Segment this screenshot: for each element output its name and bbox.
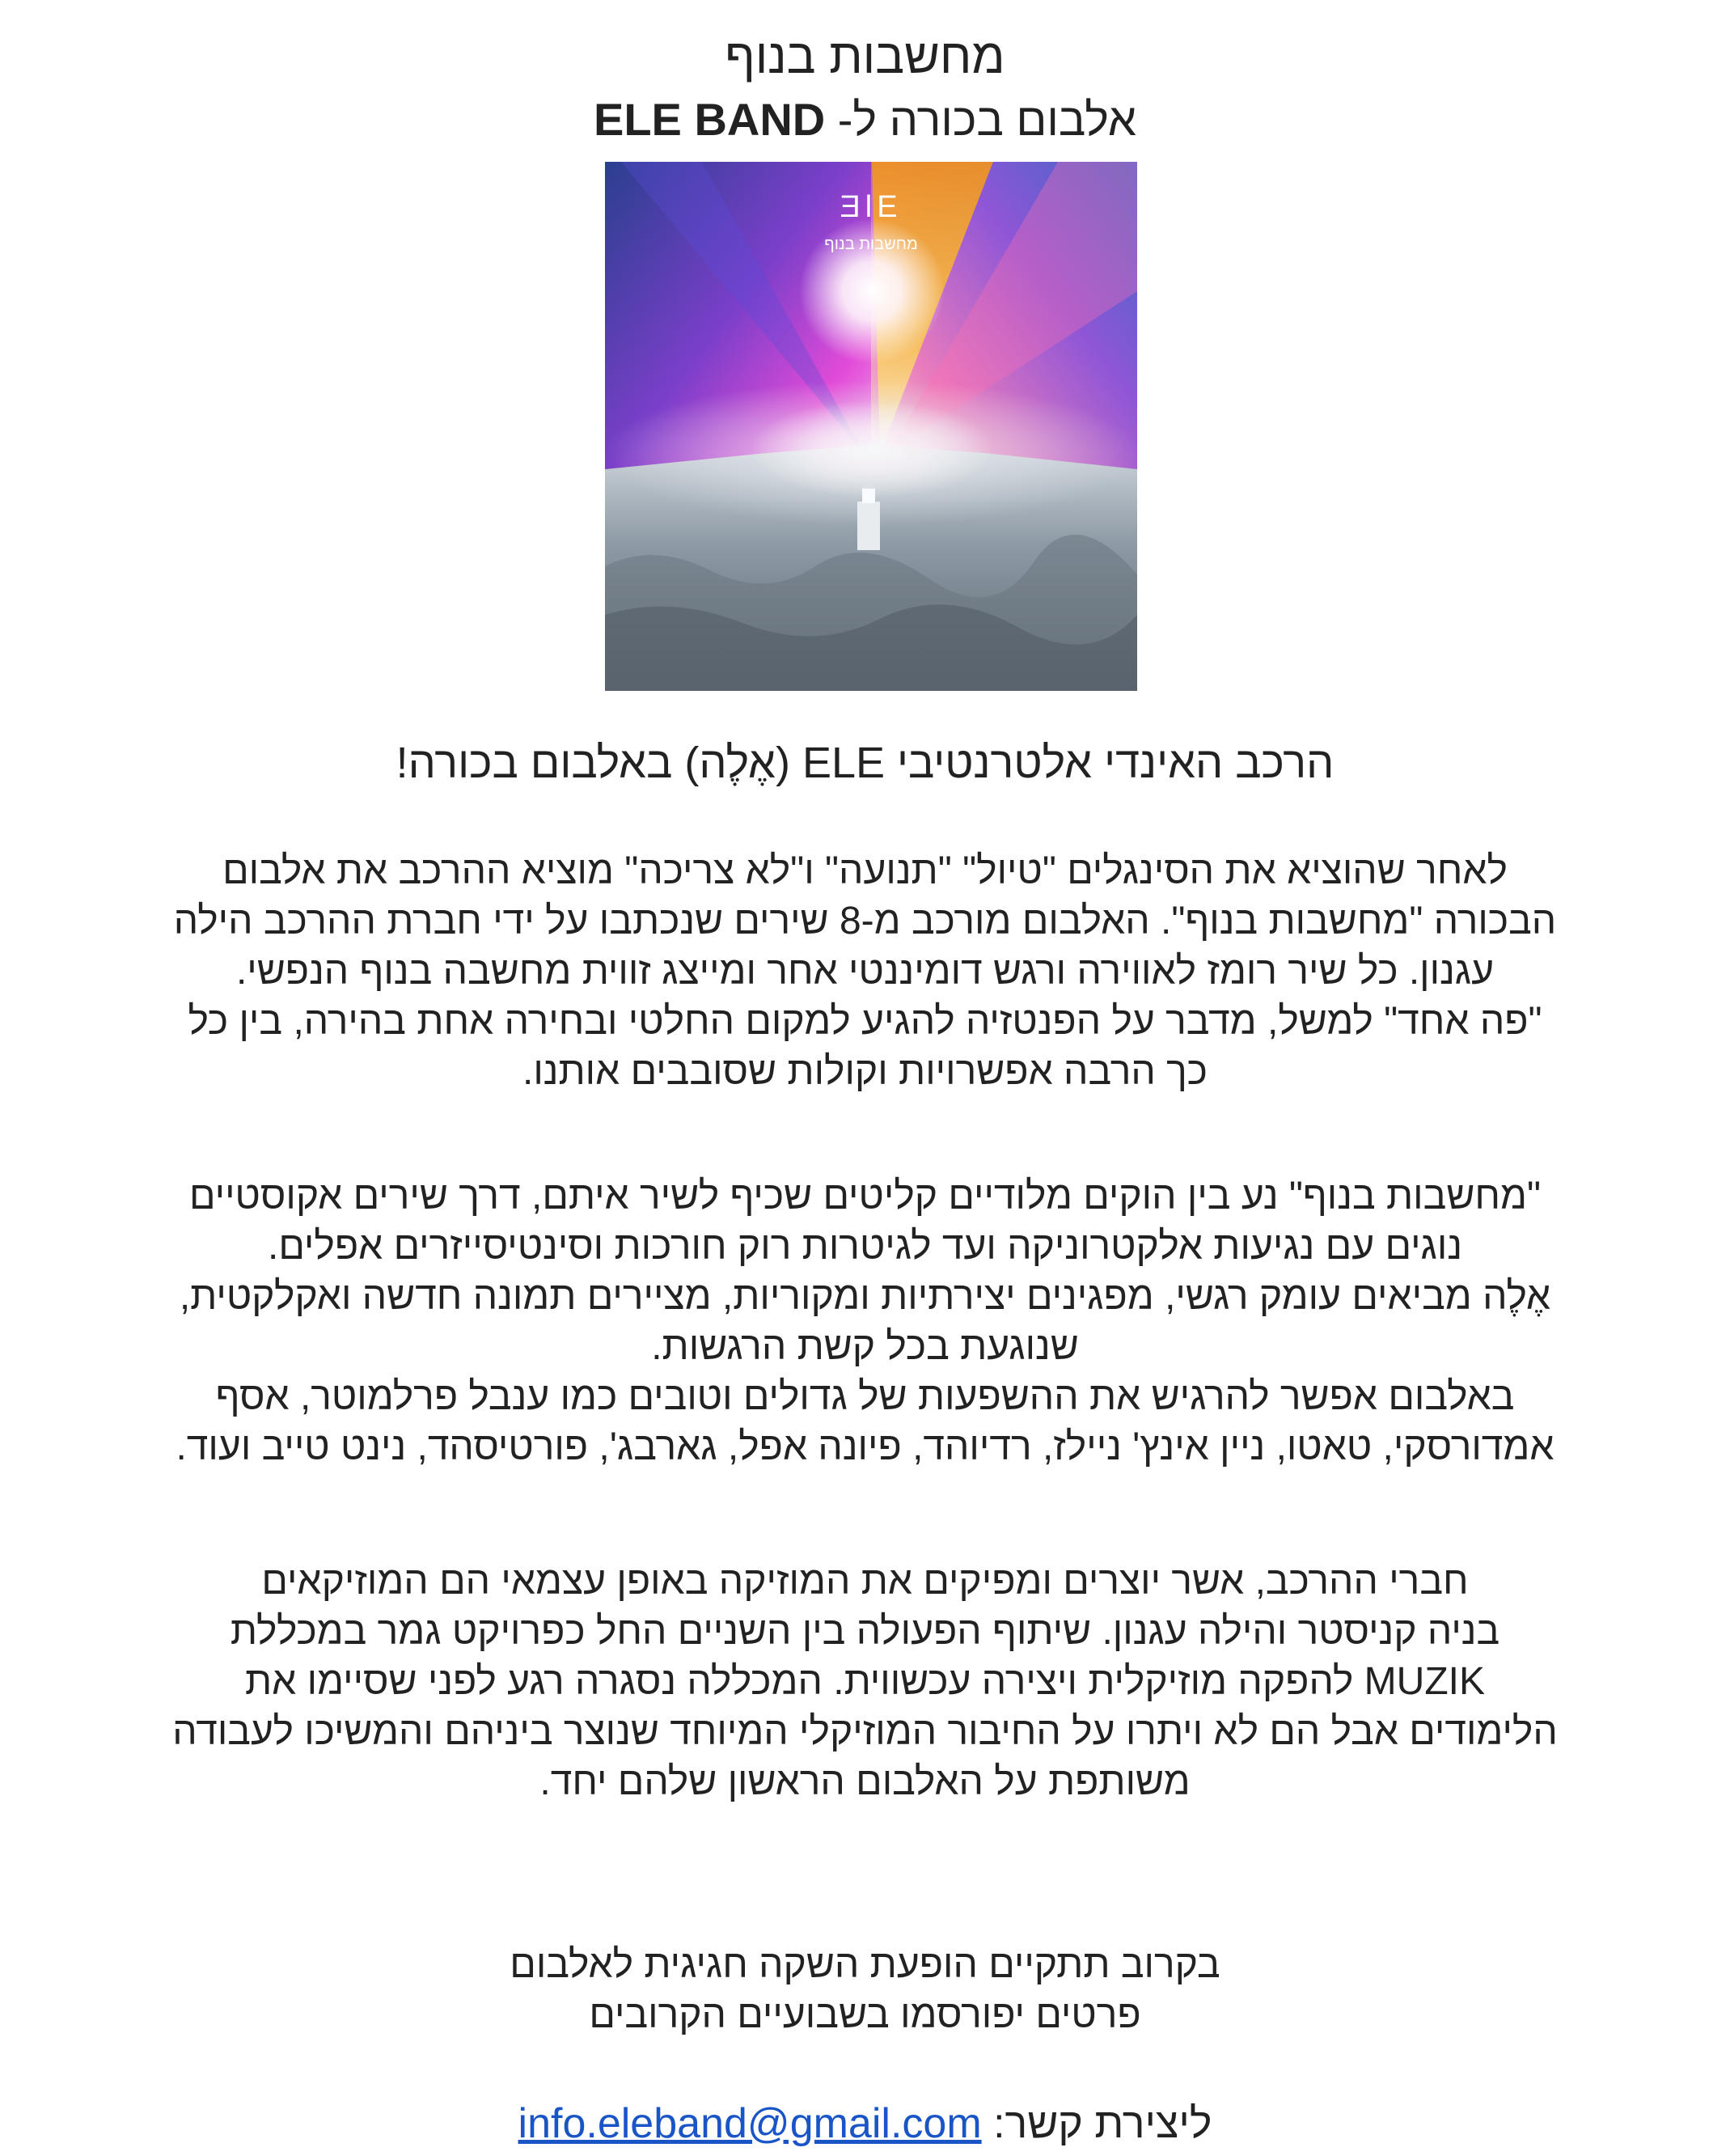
contact-label: ליצירת קשר:	[993, 2100, 1212, 2147]
cover-album-title: מחשבות בנוף	[824, 235, 918, 253]
album-cover-art	[605, 162, 1137, 691]
band-name: ELE BAND	[593, 94, 826, 145]
cover-logo	[840, 190, 902, 224]
paragraph-line: "מחשבות בנוף" נע בין הוקים מלודיים קליטים שכיף לשיר איתם, דרך שירים אקוסטיים	[189, 1175, 1541, 1218]
contact-email-link[interactable]: info.eleband@gmail.com	[518, 2100, 982, 2147]
subtitle-prefix: אלבום בכורה ל-	[837, 94, 1137, 145]
paragraph-line: הבכורה "מחשבות בנוף". האלבום מורכב מ-8 שירים שנכתבו על ידי חברת ההרכב הילה	[173, 900, 1557, 942]
album-title: מחשבות בנוף	[725, 29, 1005, 83]
paragraph-line: MUZIK להפקה מוזיקלית ויצירה עכשווית. המכללה נסגרה רגע לפני שסיימו את	[244, 1660, 1485, 1703]
paragraph-line: בניה קניסטר והילה עגנון. שיתוף הפעולה בין השניים החל כפרויקט גמר במכללת	[230, 1610, 1500, 1653]
paragraph-members	[65, 1557, 1665, 1807]
paragraph-line: כך הרבה אפשרויות וקולות שסובבים אותנו.	[522, 1050, 1208, 1093]
paragraph-line: שנוגעת בכל קשת הרגשות.	[651, 1325, 1079, 1368]
paragraph-line: בקרוב תתקיים הופעת השקה חגיגית לאלבום	[510, 1943, 1220, 1986]
album-subtitle	[0, 87, 1730, 152]
paragraph-line: עגנון. כל שיר רומז לאווירה ורגש דומיננטי אחר ומייצג זווית מחשבה בנוף הנפשי.	[235, 950, 1495, 993]
paragraph-line: אמדורסקי, טאטו, ניין אינץ' ניילז, רדיוהד, פיונה אפל, גארבג', פורטיסהד, נינט טייב ועוד.	[176, 1425, 1554, 1468]
paragraph-line: הלימודים אבל הם לא ויתרו על החיבור המוזיקלי המיוחד שנוצר ביניהם והמשיכו לעבודה	[172, 1710, 1558, 1753]
paragraph-line: "פה אחד" למשל, מדבר על הפנטזיה להגיע למקום החלטי ובחירה אחת בהירה, בין כל	[188, 1000, 1542, 1043]
paragraph-line: פרטים יפורסמו בשבועיים הקרובים	[589, 1993, 1141, 2036]
paragraph-launch	[65, 1940, 1665, 2040]
paragraph-line: משותפת על האלבום הראשון שלהם יחד.	[539, 1760, 1191, 1803]
headline: הרכב האינדי אלטרנטיבי ELE (אֶלֶה) באלבום בכורה!	[395, 739, 1335, 787]
contact-line	[0, 2097, 1730, 2150]
paragraph-line: חברי ההרכב, אשר יוצרים ומפיקים את המוזיקה באופן עצמאי הם המוזיקאים	[261, 1560, 1469, 1603]
paragraph-line: אֶלֶה מביאים עומק רגשי, מפגינים יצירתיות ומקוריות, מציירים תמונה חדשה ואקלקטית,	[179, 1275, 1551, 1318]
paragraph-line: באלבום אפשר להרגיש את ההשפעות של גדולים וטובים כמו ענבל פרלמוטר, אסף	[215, 1375, 1515, 1418]
album-cover-image	[605, 162, 1137, 691]
svg-text:ƎlE: ƎlE	[840, 190, 903, 224]
paragraph-sound	[65, 1171, 1665, 1472]
paragraph-line: לאחר שהוציא את הסינגלים "טיול" "תנועה" ו"לא צריכה" מוציא ההרכב את אלבום	[222, 849, 1508, 892]
paragraph-intro	[65, 846, 1665, 1097]
paragraph-line: נוגים עם נגיעות אלקטרוניקה ועד לגיטרות רוק חורכות וסינטיסייזרים אפלים.	[267, 1225, 1462, 1268]
